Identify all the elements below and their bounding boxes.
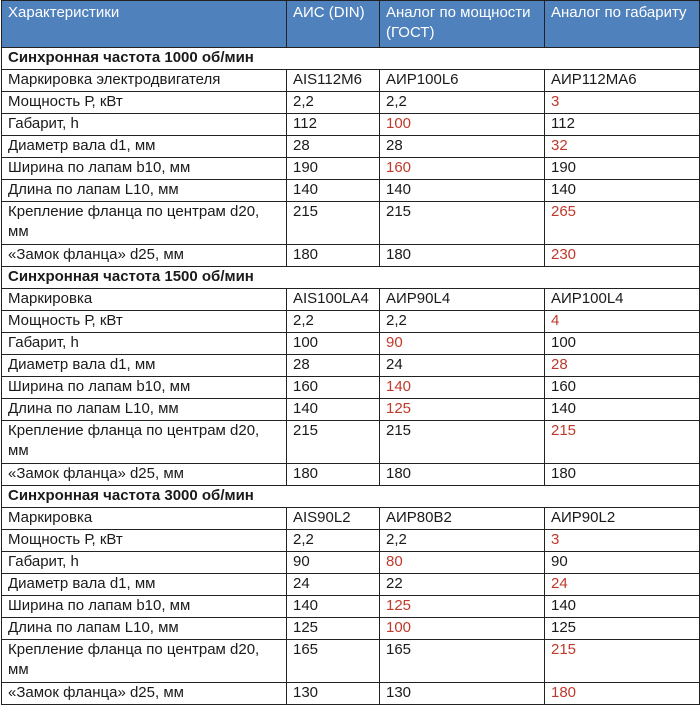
cell-size-analog-value: 140: [545, 596, 700, 618]
row-label: «Замок фланца» d25, мм: [2, 464, 287, 486]
table-row: [2, 464, 700, 486]
cell-ais-value: 140: [287, 180, 380, 202]
cell-ais-value: AIS100LA4: [287, 289, 380, 311]
cell-power-analog-value: АИР100L6: [380, 70, 545, 92]
cell-ais-value: 100: [287, 333, 380, 355]
row-label: Маркировка: [2, 508, 287, 530]
row-label: Маркировка: [2, 289, 287, 311]
cell-size-analog-value: 3: [545, 92, 700, 114]
table-row: [2, 136, 700, 158]
table-row: [2, 92, 700, 114]
table-row: [2, 180, 700, 202]
row-label: Мощность Р, кВт: [2, 530, 287, 552]
cell-size-analog-value: АИР112МА6: [545, 70, 700, 92]
cell-size-analog-value: 190: [545, 158, 700, 180]
row-label: Диаметр вала d1, мм: [2, 574, 287, 596]
row-label: «Замок фланца» d25, мм: [2, 245, 287, 267]
cell-ais-value: 165: [287, 640, 380, 683]
cell-power-analog-value: 2,2: [380, 92, 545, 114]
cell-power-analog-value: 28: [380, 136, 545, 158]
cell-ais-value: 180: [287, 245, 380, 267]
cell-size-analog-value: 90: [545, 552, 700, 574]
table-row: [2, 530, 700, 552]
cell-size-analog-value: 32: [545, 136, 700, 158]
cell-size-analog-value: 3: [545, 530, 700, 552]
cell-power-analog-value: 130: [380, 683, 545, 705]
cell-ais-value: 24: [287, 574, 380, 596]
row-label: Ширина по лапам b10, мм: [2, 377, 287, 399]
cell-size-analog-value: 215: [545, 640, 700, 683]
cell-power-analog-value: 125: [380, 596, 545, 618]
section-title: Синхронная частота 1500 об/мин: [2, 267, 700, 289]
cell-size-analog-value: 112: [545, 114, 700, 136]
cell-size-analog-value: 215: [545, 421, 700, 464]
row-label: Длина по лапам L10, мм: [2, 180, 287, 202]
cell-size-analog-value: 24: [545, 574, 700, 596]
row-label: Крепление фланца по центрам d20, мм: [2, 640, 287, 683]
table-row: [2, 289, 700, 311]
row-label: Габарит, h: [2, 333, 287, 355]
cell-power-analog-value: 24: [380, 355, 545, 377]
cell-ais-value: 130: [287, 683, 380, 705]
row-label: Маркировка электродвигателя: [2, 70, 287, 92]
cell-ais-value: 28: [287, 355, 380, 377]
row-label: Мощность Р, кВт: [2, 311, 287, 333]
row-label: Мощность Р, кВт: [2, 92, 287, 114]
row-label: Габарит, h: [2, 552, 287, 574]
table-row: [2, 552, 700, 574]
table-row: [2, 596, 700, 618]
cell-ais-value: 2,2: [287, 311, 380, 333]
table-row: [2, 683, 700, 705]
row-label: Габарит, h: [2, 114, 287, 136]
cell-power-analog-value: 100: [380, 114, 545, 136]
row-label: Диаметр вала d1, мм: [2, 136, 287, 158]
cell-size-analog-value: АИР90L2: [545, 508, 700, 530]
cell-ais-value: 28: [287, 136, 380, 158]
table-row: [2, 508, 700, 530]
header-power-analog: Аналог по мощности (ГОСТ): [380, 1, 545, 48]
cell-ais-value: AIS112M6: [287, 70, 380, 92]
table-row: [2, 245, 700, 267]
row-label: Ширина по лапам b10, мм: [2, 158, 287, 180]
table-row: [2, 421, 700, 464]
cell-size-analog-value: 125: [545, 618, 700, 640]
cell-size-analog-value: 100: [545, 333, 700, 355]
row-label: «Замок фланца» d25, мм: [2, 683, 287, 705]
section-title: Синхронная частота 1000 об/мин: [2, 48, 700, 70]
cell-size-analog-value: 140: [545, 180, 700, 202]
table-row: [2, 618, 700, 640]
table-row: [2, 574, 700, 596]
cell-power-analog-value: 140: [380, 180, 545, 202]
cell-size-analog-value: 230: [545, 245, 700, 267]
cell-size-analog-value: 265: [545, 202, 700, 245]
table-row: [2, 377, 700, 399]
cell-ais-value: 125: [287, 618, 380, 640]
table-row: [2, 640, 700, 683]
table-row: [2, 202, 700, 245]
cell-power-analog-value: 180: [380, 245, 545, 267]
cell-size-analog-value: 140: [545, 399, 700, 421]
cell-power-analog-value: 2,2: [380, 530, 545, 552]
cell-ais-value: 215: [287, 202, 380, 245]
table-row: [2, 70, 700, 92]
row-label: Длина по лапам L10, мм: [2, 618, 287, 640]
cell-power-analog-value: 140: [380, 377, 545, 399]
row-label: Ширина по лапам b10, мм: [2, 596, 287, 618]
cell-power-analog-value: АИР80В2: [380, 508, 545, 530]
cell-power-analog-value: 2,2: [380, 311, 545, 333]
cell-ais-value: 180: [287, 464, 380, 486]
cell-ais-value: 2,2: [287, 92, 380, 114]
table-header-row: [2, 1, 700, 48]
cell-size-analog-value: 4: [545, 311, 700, 333]
cell-power-analog-value: 180: [380, 464, 545, 486]
cell-ais-value: 190: [287, 158, 380, 180]
cell-ais-value: AIS90L2: [287, 508, 380, 530]
cell-power-analog-value: 215: [380, 421, 545, 464]
cell-size-analog-value: 28: [545, 355, 700, 377]
cell-power-analog-value: 215: [380, 202, 545, 245]
cell-power-analog-value: АИР90L4: [380, 289, 545, 311]
section-title: Синхронная частота 3000 об/мин: [2, 486, 700, 508]
cell-size-analog-value: АИР100L4: [545, 289, 700, 311]
row-label: Длина по лапам L10, мм: [2, 399, 287, 421]
cell-power-analog-value: 22: [380, 574, 545, 596]
cell-ais-value: 140: [287, 399, 380, 421]
cell-power-analog-value: 160: [380, 158, 545, 180]
header-size-analog: Аналог по габариту: [545, 1, 700, 48]
row-label: Диаметр вала d1, мм: [2, 355, 287, 377]
cell-ais-value: 160: [287, 377, 380, 399]
cell-size-analog-value: 180: [545, 683, 700, 705]
motor-comparison-table: [1, 0, 700, 705]
cell-ais-value: 2,2: [287, 530, 380, 552]
cell-power-analog-value: 165: [380, 640, 545, 683]
cell-ais-value: 112: [287, 114, 380, 136]
header-ais-din: АИС (DIN): [287, 1, 380, 48]
row-label: Крепление фланца по центрам d20, мм: [2, 202, 287, 245]
table-row: [2, 114, 700, 136]
section-header-row: [2, 48, 700, 70]
cell-power-analog-value: 125: [380, 399, 545, 421]
cell-ais-value: 215: [287, 421, 380, 464]
cell-ais-value: 140: [287, 596, 380, 618]
cell-power-analog-value: 80: [380, 552, 545, 574]
table-row: [2, 399, 700, 421]
table-row: [2, 355, 700, 377]
cell-size-analog-value: 180: [545, 464, 700, 486]
table-row: [2, 333, 700, 355]
table-row: [2, 311, 700, 333]
cell-size-analog-value: 160: [545, 377, 700, 399]
row-label: Крепление фланца по центрам d20, мм: [2, 421, 287, 464]
table-row: [2, 158, 700, 180]
section-header-row: [2, 267, 700, 289]
cell-ais-value: 90: [287, 552, 380, 574]
header-characteristics: Характеристики: [2, 1, 287, 48]
cell-power-analog-value: 100: [380, 618, 545, 640]
table-body: [2, 48, 700, 705]
cell-power-analog-value: 90: [380, 333, 545, 355]
section-header-row: [2, 486, 700, 508]
